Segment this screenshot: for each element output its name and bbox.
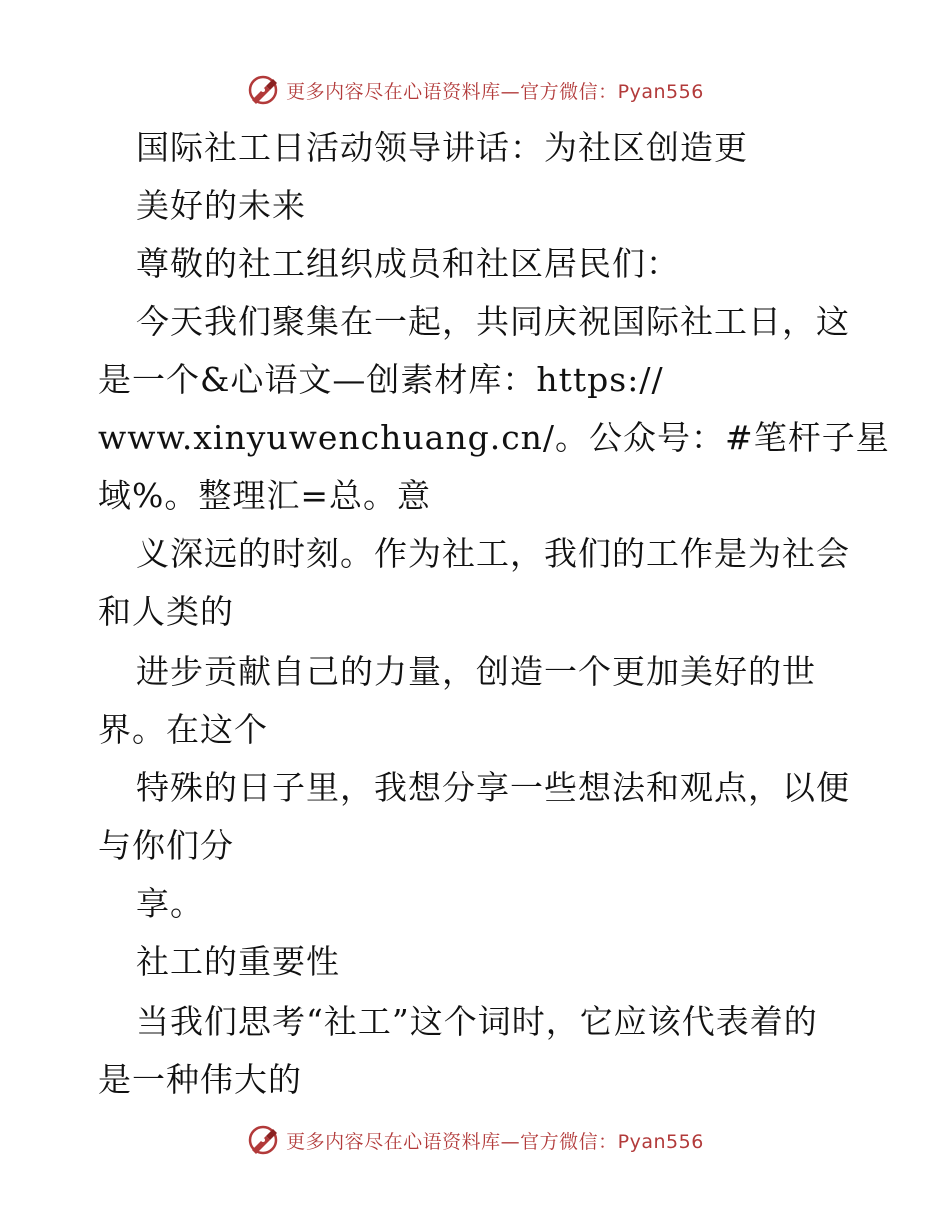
footer-banner-text: 更多内容尽在心语资料库—官方微信：Pyan556 (286, 1130, 704, 1153)
salutation: 尊敬的社工组织成员和社区居民们： (136, 244, 680, 283)
doc-title-line-1: 国际社工日活动领导讲话：为社区创造更 (136, 128, 748, 167)
footer-banner (0, 1120, 950, 1160)
paragraph-line: 当我们思考“社工”这个词时，它应该代表着的 (136, 1002, 818, 1041)
paragraph-line: 是一种伟大的 (98, 1060, 302, 1099)
header-banner-text: 更多内容尽在心语资料库—官方微信：Pyan556 (286, 80, 704, 103)
paragraph-line: 今天我们聚集在一起，共同庆祝国际社工日，这 (136, 302, 850, 341)
paragraph-line: 和人类的 (98, 592, 234, 631)
paragraph-line: 义深远的时刻。作为社工，我们的工作是为社会 (136, 534, 850, 573)
paragraph-line: 进步贡献自己的力量，创造一个更加美好的世 (136, 652, 816, 691)
header-banner (0, 70, 950, 110)
pen-nib-logo-icon (246, 1123, 280, 1157)
paragraph-line: 域%。整理汇=总。意 (98, 476, 432, 515)
paragraph-line: 特殊的日子里，我想分享一些想法和观点，以便 (136, 768, 850, 807)
paragraph-line: www.xinyuwenchuang.cn/。公众号：#笔杆子星 (98, 418, 890, 457)
paragraph-line: 界。在这个 (98, 710, 268, 749)
paragraph-line: 是一个&心语文—创素材库：https:// (98, 360, 664, 399)
pen-nib-logo-icon (246, 73, 280, 107)
paragraph-line: 与你们分 (98, 826, 234, 865)
section-heading: 社工的重要性 (136, 942, 340, 981)
paragraph-line: 享。 (136, 884, 204, 923)
doc-title-line-2: 美好的未来 (136, 186, 306, 225)
